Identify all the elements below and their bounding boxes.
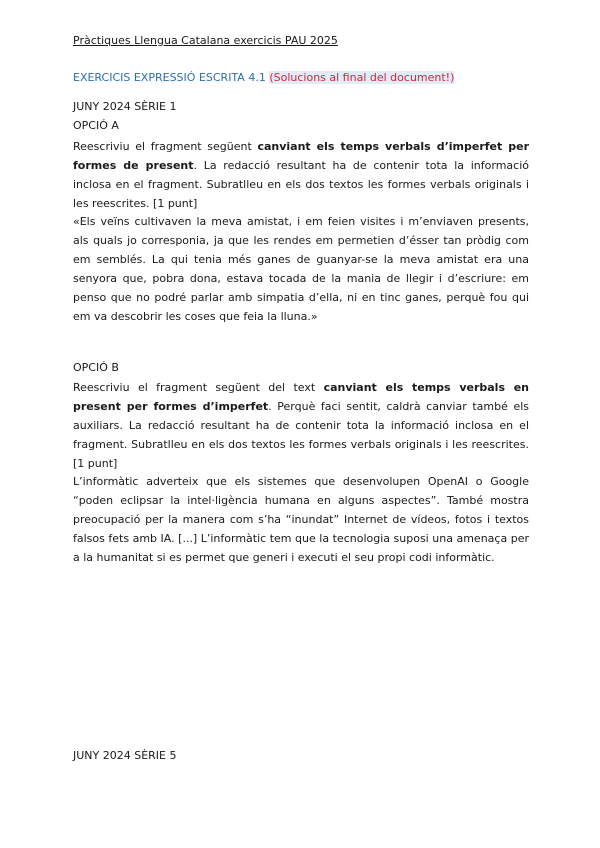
option-a-instr-pre: Reescriviu el fragment següent (73, 140, 258, 153)
option-a-label: OPCIÓ A (73, 119, 119, 132)
option-a-instructions (73, 137, 529, 213)
option-a-fragment: «Els veïns cultivaven la meva amistat, i em feien visites i m’enviaven presents, als quals jo corresponia, ja que les rendes em permetien d’ésser tan pròdig com em semblés. La qui tenia més ganes de guanyar-se la meva amistat era una senyora que, pobra dona, estava tocada de la mania de llegir i d’escriure: em penso que no podré parlar amb simpatia d’ella, ni en tinc ganes, perquè fou qui em va descobrir les coses que feia la lluna.» (73, 215, 529, 323)
exam-label-serie-5: JUNY 2024 SÈRIE 5 (73, 749, 177, 762)
option-b-instr-post: . Perquè faci sentit, caldrà canviar també els auxiliars. La redacció resultant ha de contenir tota la informació inclosa en el fragment. Subratlleu en els dos textos les formes verbals originals i les reescrites. [1 punt] (73, 400, 530, 470)
option-b-label: OPCIÓ B (73, 361, 119, 374)
exam-label-serie-1: JUNY 2024 SÈRIE 1 (73, 100, 177, 113)
option-b-fragment: L’informàtic adverteix que els sistemes que desenvolupen OpenAI o Google “poden eclipsar la intel·ligència humana en alguns aspectes”. També mostra preocupació per la manera com s’ha “inundat” Internet de vídeos, fotos i textos falsos fets amb IA. [...] L’informàtic tem que la tecnologia suposi una amenaça per a la humanitat si es permet que generi i executi el seu propi codi informàtic. (73, 475, 529, 564)
option-a-instr-post: . La redacció resultant ha de contenir tota la informació inclosa en el fragment. Subratlleu en els dos textos les formes verbals originals i les reescrites. [1 punt] (73, 159, 530, 210)
option-b-instr-bold: canviant els temps verbals en present per formes d’imperfet (73, 381, 529, 413)
option-b-instructions (73, 378, 529, 473)
section-title (73, 71, 454, 84)
solutions-note: (Solucions al final del document!) (269, 71, 455, 84)
section-title-main: EXERCICIS EXPRESSIÓ ESCRITA 4.1 (73, 71, 270, 84)
option-b-instr-pre: Reescriviu el fragment següent del text (73, 381, 324, 394)
option-a-instr-bold: canviant els temps verbals d’imperfet per formes de present (73, 140, 530, 172)
page-header: Pràctiques Llengua Catalana exercicis PAU 2025 (73, 34, 338, 47)
